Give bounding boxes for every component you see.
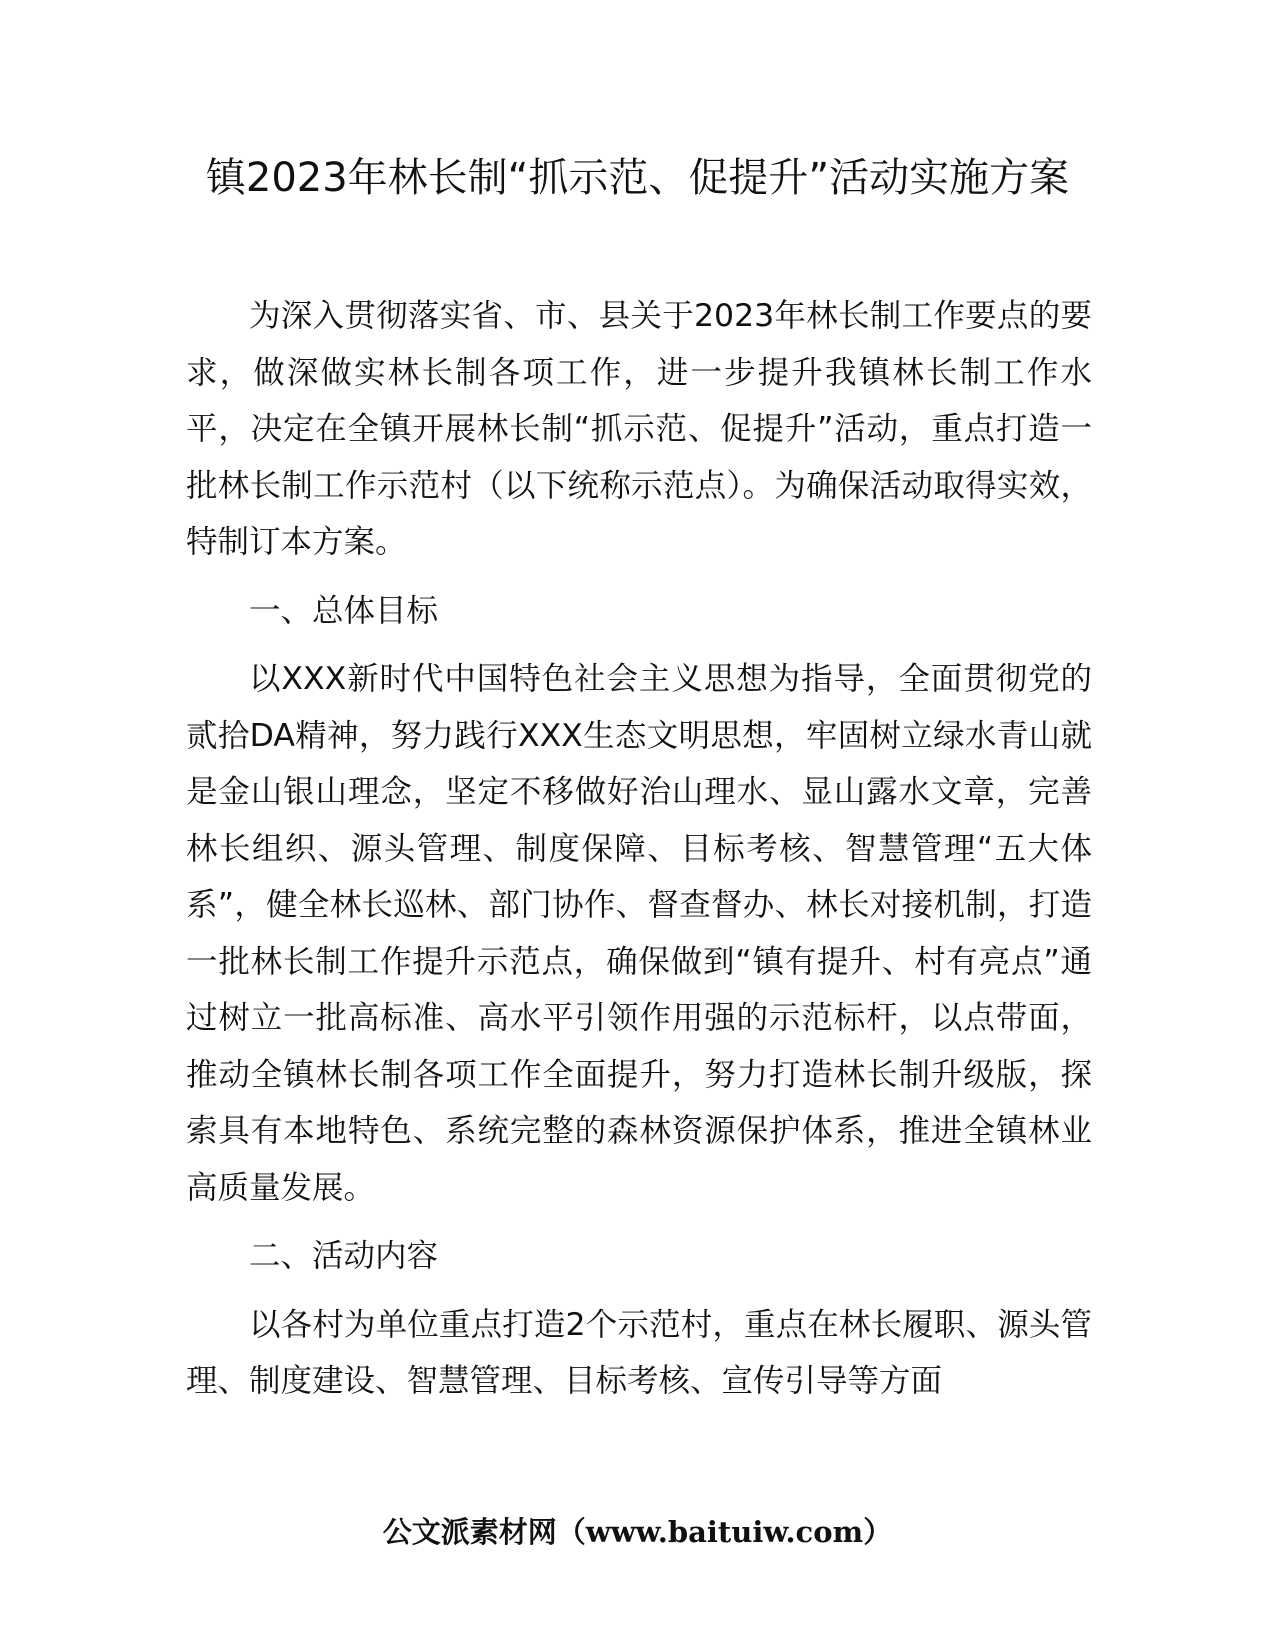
intro-paragraph: 为深入贯彻落实省、市、县关于2023年林长制工作要点的要求，做深做实林长制各项工作，进一步提升我镇林长制工作水平，决定在全镇开展林长制“抓示范、促提升”活动，重点打造一批林长制工作示范村（以下统称示范点）。为确保活动取得实效，特制订本方案。 [186,298,1092,560]
section-heading-activity-content: 二、活动内容 [249,1238,439,1274]
activity-content-paragraph: 以各村为单位重点打造2个示范村，重点在林长履职、源头管理、制度建设、智慧管理、目标考核、宣传引导等方面 [186,1306,1092,1399]
overall-goal-paragraph: 以XXX新时代中国特色社会主义思想为指导，全面贯彻党的贰拾DA精神，努力践行XXX生态文明思想，牢固树立绿水青山就是金山银山理念，坚定不移做好治山理水、显山露水文章，完善林长组织、源头管理、制度保障、目标考核、智慧管理“五大体系”，健全林长巡林、部门协作、督查督办、林长对接机制，打造一批林长制工作提升示范点，确保做到“镇有提升、村有亮点”通过树立一批高标准、高水平引领作用强的示范标杆，以点带面，推动全镇林长制各项工作全面提升，努力打造林长制升级版，探索具有本地特色、系统完整的森林资源保护体系，推进全镇林业高质量发展。 [186,661,1092,1206]
document-title: 镇2023年林长制“抓示范、促提升”活动实施方案 [205,155,1070,201]
footer-watermark: 公文派素材网（www.baituiw.com） [382,1515,893,1549]
section-heading-overall-goal: 一、总体目标 [249,592,439,629]
document-body [186,288,1092,1410]
